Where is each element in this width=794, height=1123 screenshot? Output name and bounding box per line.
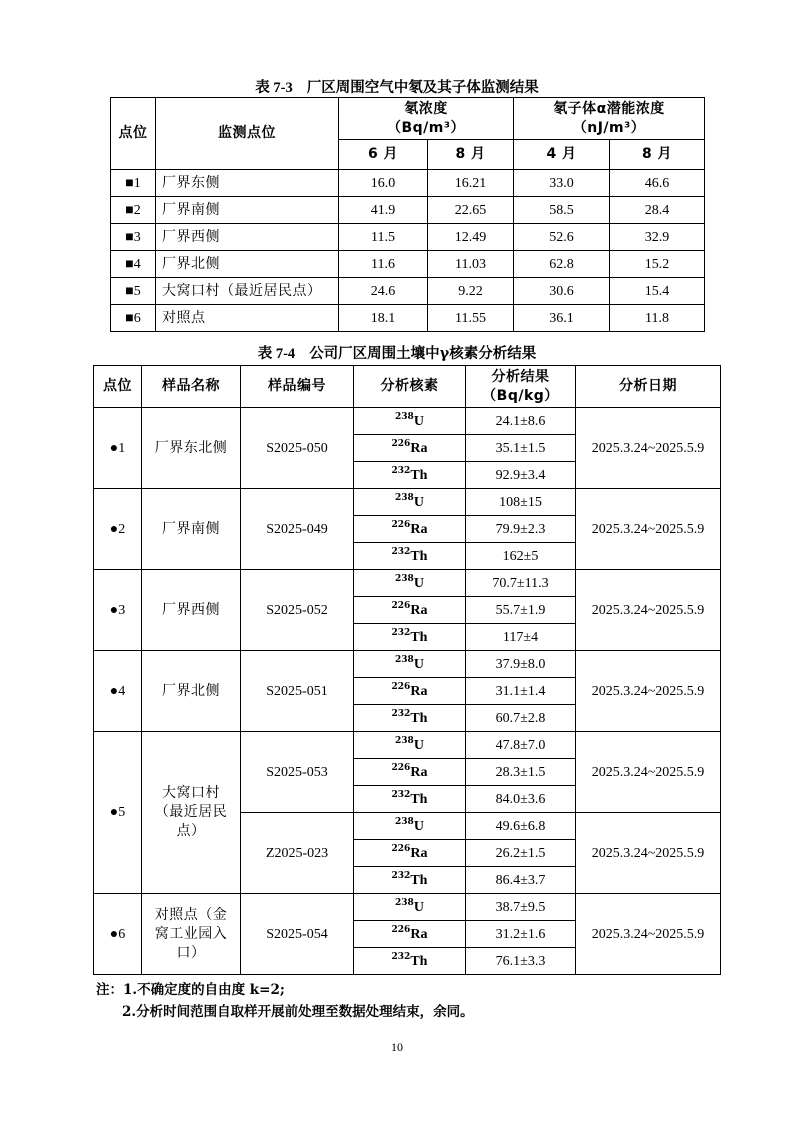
radon-row: [111, 251, 705, 278]
table-7-3-title: 厂区周围空气中氡及其子体监测结果: [306, 79, 539, 96]
measurement-value: 16.21: [428, 170, 514, 197]
table-7-3-number: 表 7-3: [255, 80, 293, 96]
nuclide-symbol: Ra: [410, 845, 428, 861]
nuclide-cell: [354, 408, 466, 435]
point-label: ●5: [94, 732, 142, 894]
sample-id: S2025-051: [241, 651, 354, 732]
soil-header-row: [94, 366, 721, 408]
measurement-value: 15.2: [610, 251, 705, 278]
location-name: 大窝口村（最近居民点）: [156, 278, 339, 305]
nuclide-cell: [354, 894, 466, 921]
nuclide-symbol: Th: [410, 629, 428, 645]
radon-table: [110, 97, 705, 332]
nuclide-cell: [354, 840, 466, 867]
radon-concentration-unit: （Bq/m³）: [386, 119, 466, 136]
sample-id: S2025-052: [241, 570, 354, 651]
nuclide-cell: [354, 462, 466, 489]
radon-header-location: 监测点位: [156, 98, 339, 170]
nuclide-cell: [354, 705, 466, 732]
soil-header-nuclide: 分析核素: [354, 366, 466, 408]
nuclide-mass: 238: [395, 897, 414, 908]
nuclide-symbol: Th: [410, 548, 428, 564]
measurement-value: 33.0: [514, 170, 610, 197]
month-header: 8 月: [428, 140, 514, 170]
table-7-4-caption: [0, 345, 794, 363]
analysis-date: 2025.3.24~2025.5.9: [576, 894, 721, 975]
analysis-date: 2025.3.24~2025.5.9: [576, 651, 721, 732]
result-value: 60.7±2.8: [466, 705, 576, 732]
nuclide-mass: 238: [395, 411, 414, 422]
nuclide-symbol: Th: [410, 791, 428, 807]
nuclide-cell: [354, 570, 466, 597]
nuclide-mass: 226: [391, 924, 411, 935]
measurement-value: 32.9: [610, 224, 705, 251]
result-value: 55.7±1.9: [466, 597, 576, 624]
measurement-value: 62.8: [514, 251, 610, 278]
nuclide-mass: 238: [395, 654, 414, 665]
nuclide-mass: 238: [395, 492, 414, 503]
nuclide-symbol: Ra: [410, 764, 428, 780]
point-label: ■5: [111, 278, 156, 305]
table-notes: [96, 979, 474, 1023]
soil-row: [94, 489, 721, 516]
result-label: 分析结果: [491, 368, 550, 385]
table-7-4-number: 表 7-4: [257, 346, 296, 362]
point-label: ●3: [94, 570, 142, 651]
result-value: 35.1±1.5: [466, 435, 576, 462]
result-value: 86.4±3.7: [466, 867, 576, 894]
nuclide-cell: [354, 543, 466, 570]
measurement-value: 28.4: [610, 197, 705, 224]
analysis-date: 2025.3.24~2025.5.9: [576, 813, 721, 894]
progeny-concentration-label: 氡子体α潜能浓度: [553, 100, 665, 117]
result-value: 26.2±1.5: [466, 840, 576, 867]
result-value: 162±5: [466, 543, 576, 570]
sample-name: 大窝口村（最近居民点）: [142, 732, 241, 894]
radon-row: [111, 224, 705, 251]
measurement-value: 11.55: [428, 305, 514, 332]
table-7-4-title: 公司厂区周围土壤中γ核素分析结果: [309, 345, 537, 362]
nuclide-mass: 232: [391, 951, 411, 962]
nuclide-cell: [354, 759, 466, 786]
radon-header-point: 点位: [111, 98, 156, 170]
nuclide-symbol: U: [413, 413, 424, 429]
analysis-date: 2025.3.24~2025.5.9: [576, 570, 721, 651]
radon-row: [111, 305, 705, 332]
nuclide-cell: [354, 921, 466, 948]
note-line-1: 注：1.不确定度的自由度 k=2;: [96, 982, 285, 998]
note-line-2: 2.分析时间范围自取样开展前处理至数据处理结束，余同。: [122, 1004, 474, 1020]
point-label: ■6: [111, 305, 156, 332]
nuclide-mass: 232: [391, 789, 411, 800]
radon-row: [111, 197, 705, 224]
sample-name: 厂界东北侧: [142, 408, 241, 489]
soil-header-sample-name: 样品名称: [142, 366, 241, 408]
nuclide-mass: 232: [391, 627, 411, 638]
result-value: 49.6±6.8: [466, 813, 576, 840]
nuclide-mass: 232: [391, 546, 411, 557]
point-label: ■3: [111, 224, 156, 251]
nuclide-cell: [354, 867, 466, 894]
month-header: 6 月: [339, 140, 428, 170]
nuclide-symbol: U: [413, 494, 424, 510]
result-value: 38.7±9.5: [466, 894, 576, 921]
sample-name: 厂界北侧: [142, 651, 241, 732]
nuclide-cell: [354, 624, 466, 651]
radon-row: [111, 278, 705, 305]
nuclide-symbol: Ra: [410, 521, 428, 537]
nuclide-cell: [354, 651, 466, 678]
nuclide-cell: [354, 813, 466, 840]
nuclide-symbol: Ra: [410, 602, 428, 618]
nuclide-mass: 226: [391, 600, 411, 611]
point-label: ●4: [94, 651, 142, 732]
nuclide-symbol: Th: [410, 467, 428, 483]
nuclide-symbol: Ra: [410, 440, 428, 456]
measurement-value: 41.9: [339, 197, 428, 224]
nuclide-mass: 232: [391, 708, 411, 719]
sample-name: 对照点（金窝工业园入口）: [142, 894, 241, 975]
point-label: ●1: [94, 408, 142, 489]
result-value: 37.9±8.0: [466, 651, 576, 678]
measurement-value: 9.22: [428, 278, 514, 305]
nuclide-cell: [354, 597, 466, 624]
nuclide-mass: 226: [391, 843, 411, 854]
nuclide-symbol: U: [413, 899, 424, 915]
nuclide-cell: [354, 678, 466, 705]
point-label: ■4: [111, 251, 156, 278]
nuclide-cell: [354, 948, 466, 975]
radon-header-row: [111, 98, 705, 140]
nuclide-symbol: U: [413, 737, 424, 753]
location-name: 对照点: [156, 305, 339, 332]
sample-id: S2025-049: [241, 489, 354, 570]
sample-name: 厂界西侧: [142, 570, 241, 651]
radon-header-progeny: [514, 98, 705, 140]
measurement-value: 46.6: [610, 170, 705, 197]
soil-gamma-table: [93, 365, 721, 975]
nuclide-symbol: U: [413, 656, 424, 672]
location-name: 厂界北侧: [156, 251, 339, 278]
measurement-value: 22.65: [428, 197, 514, 224]
page-number: 10: [391, 1040, 403, 1054]
measurement-value: 52.6: [514, 224, 610, 251]
location-name: 厂界南侧: [156, 197, 339, 224]
sample-id: Z2025-023: [241, 813, 354, 894]
soil-header-date: 分析日期: [576, 366, 721, 408]
measurement-value: 11.8: [610, 305, 705, 332]
nuclide-symbol: U: [413, 818, 424, 834]
result-value: 47.8±7.0: [466, 732, 576, 759]
analysis-date: 2025.3.24~2025.5.9: [576, 732, 721, 813]
progeny-concentration-unit: （nJ/m³）: [572, 119, 646, 136]
analysis-date: 2025.3.24~2025.5.9: [576, 408, 721, 489]
nuclide-symbol: Th: [410, 953, 428, 969]
soil-row: [94, 651, 721, 678]
nuclide-symbol: Th: [410, 710, 428, 726]
measurement-value: 12.49: [428, 224, 514, 251]
result-value: 92.9±3.4: [466, 462, 576, 489]
soil-row: [94, 732, 721, 759]
nuclide-cell: [354, 516, 466, 543]
location-name: 厂界东侧: [156, 170, 339, 197]
result-value: 31.1±1.4: [466, 678, 576, 705]
soil-row: [94, 894, 721, 921]
measurement-value: 11.03: [428, 251, 514, 278]
point-label: ●6: [94, 894, 142, 975]
nuclide-cell: [354, 489, 466, 516]
soil-row: [94, 570, 721, 597]
measurement-value: 11.5: [339, 224, 428, 251]
result-value: 84.0±3.6: [466, 786, 576, 813]
result-value: 31.2±1.6: [466, 921, 576, 948]
month-header: 8 月: [610, 140, 705, 170]
result-value: 70.7±11.3: [466, 570, 576, 597]
result-unit: （Bq/kg）: [482, 387, 559, 404]
measurement-value: 58.5: [514, 197, 610, 224]
point-label: ■2: [111, 197, 156, 224]
point-label: ●2: [94, 489, 142, 570]
measurement-value: 16.0: [339, 170, 428, 197]
measurement-value: 30.6: [514, 278, 610, 305]
sample-id: S2025-050: [241, 408, 354, 489]
soil-header-sample-id: 样品编号: [241, 366, 354, 408]
soil-header-point: 点位: [94, 366, 142, 408]
nuclide-symbol: Ra: [410, 683, 428, 699]
table-7-3-caption: [0, 79, 794, 97]
measurement-value: 15.4: [610, 278, 705, 305]
soil-row: [94, 408, 721, 435]
measurement-value: 18.1: [339, 305, 428, 332]
nuclide-cell: [354, 435, 466, 462]
analysis-date: 2025.3.24~2025.5.9: [576, 489, 721, 570]
result-value: 79.9±2.3: [466, 516, 576, 543]
result-value: 108±15: [466, 489, 576, 516]
nuclide-symbol: Ra: [410, 926, 428, 942]
nuclide-mass: 226: [391, 762, 411, 773]
nuclide-symbol: U: [413, 575, 424, 591]
measurement-value: 11.6: [339, 251, 428, 278]
nuclide-mass: 226: [391, 438, 411, 449]
measurement-value: 24.6: [339, 278, 428, 305]
nuclide-cell: [354, 786, 466, 813]
nuclide-mass: 226: [391, 519, 411, 530]
sample-id: S2025-053: [241, 732, 354, 813]
radon-concentration-label: 氡浓度: [404, 100, 448, 117]
nuclide-mass: 238: [395, 573, 414, 584]
nuclide-symbol: Th: [410, 872, 428, 888]
result-value: 76.1±3.3: [466, 948, 576, 975]
measurement-value: 36.1: [514, 305, 610, 332]
sample-id: S2025-054: [241, 894, 354, 975]
nuclide-cell: [354, 732, 466, 759]
nuclide-mass: 232: [391, 870, 411, 881]
radon-row: [111, 170, 705, 197]
month-header: 4 月: [514, 140, 610, 170]
point-label: ■1: [111, 170, 156, 197]
nuclide-mass: 238: [395, 735, 414, 746]
nuclide-mass: 232: [391, 465, 411, 476]
location-name: 厂界西侧: [156, 224, 339, 251]
sample-name: 厂界南侧: [142, 489, 241, 570]
nuclide-mass: 226: [391, 681, 411, 692]
result-value: 24.1±8.6: [466, 408, 576, 435]
nuclide-mass: 238: [395, 816, 414, 827]
radon-header-concentration: [339, 98, 514, 140]
soil-header-result: [466, 366, 576, 408]
result-value: 28.3±1.5: [466, 759, 576, 786]
result-value: 117±4: [466, 624, 576, 651]
